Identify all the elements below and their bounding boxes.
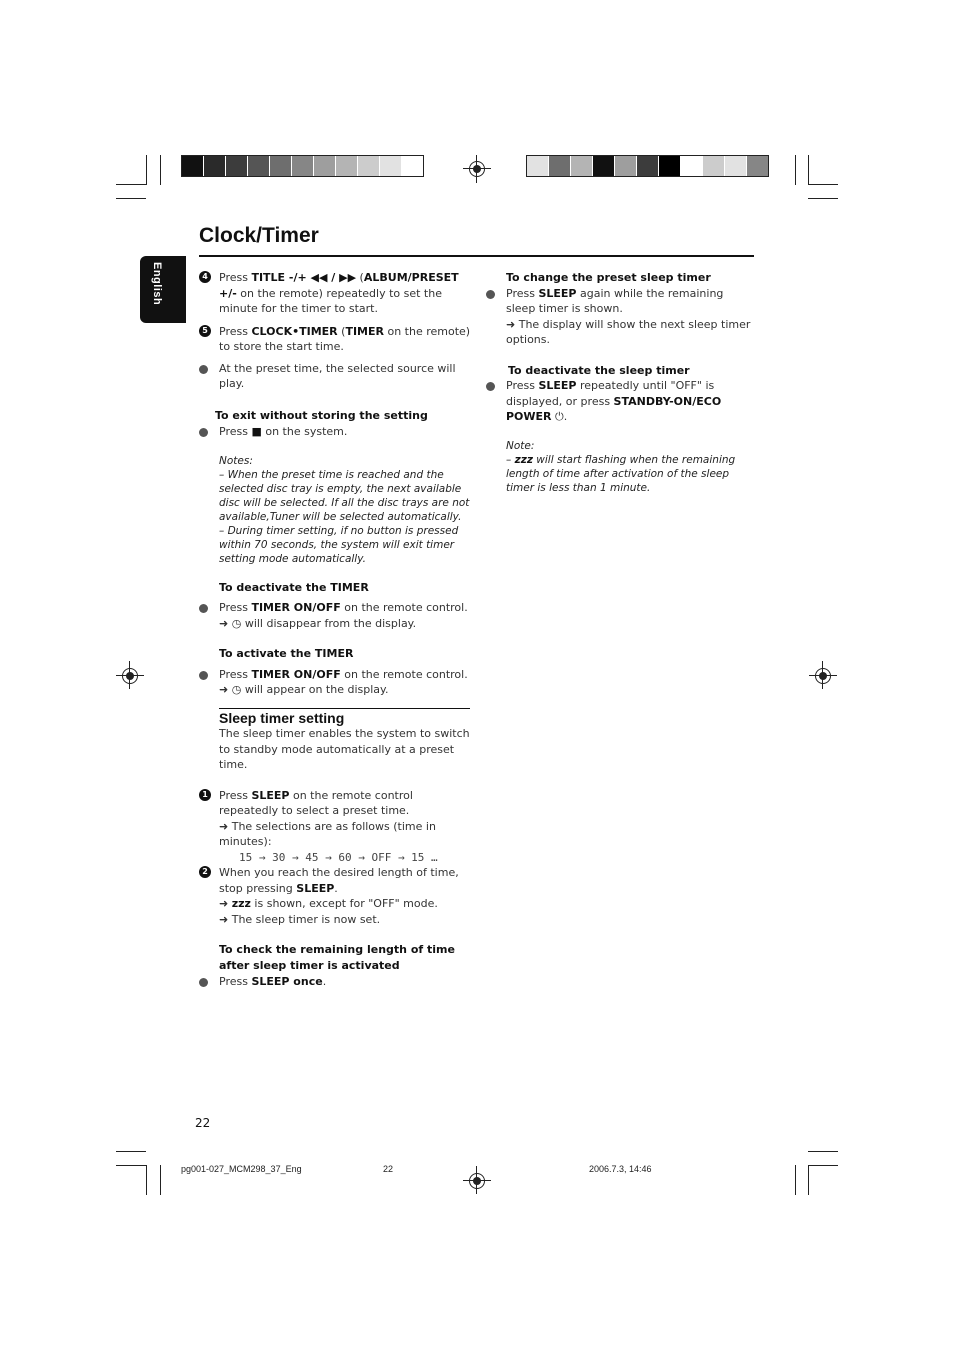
step-4: 4 Press TITLE -/+ ◀◀ / ▶▶ (ALBUM/PRESET +/- on the remote) repeatedly to set the minute for the timer to start. xyxy=(199,270,471,317)
bullet-icon xyxy=(199,604,208,613)
note: Note: – zzz will start flashing when the remaining length of time after activation of the sleep timer is less than 1 minute. xyxy=(506,439,736,494)
title-rule xyxy=(199,255,754,257)
color-swatch xyxy=(402,156,423,176)
sleep-sequence: 15 → 30 → 45 → 60 → OFF → 15 … xyxy=(239,850,438,864)
bullet-icon xyxy=(199,671,208,680)
section-subheading: To change the preset sleep timer xyxy=(506,271,711,284)
language-tab xyxy=(140,256,186,323)
color-swatch xyxy=(637,156,659,176)
color-swatch xyxy=(747,156,768,176)
color-swatch xyxy=(527,156,549,176)
list-item: Press ■ on the system. xyxy=(199,424,471,440)
arrow-icon: ➜ xyxy=(219,912,229,926)
color-swatch xyxy=(182,156,204,176)
arrow-icon: ➜ xyxy=(219,897,229,910)
color-swatch xyxy=(703,156,725,176)
sleep-zzz-icon: zzz xyxy=(514,453,533,466)
bullet-icon xyxy=(486,290,495,299)
section-intro: The sleep timer enables the system to switch to standby mode automatically at a preset time. xyxy=(219,727,470,771)
sleep-step-2: 2 When you reach the desired length of time, stop pressing SLEEP. ➜ zzz is shown, except for "OFF" mode. ➜ The sleep timer is now set. xyxy=(199,865,471,927)
color-swatch xyxy=(659,156,681,176)
list-item: Press SLEEP again while the remaining sleep timer is shown. ➜ The display will show the next sleep timer options. xyxy=(486,286,754,348)
section-subheading: To exit without storing the setting xyxy=(215,408,428,422)
color-swatch xyxy=(593,156,615,176)
sleep-zzz-icon: zzz xyxy=(231,897,251,910)
footer-file: pg001-027_MCM298_37_Eng xyxy=(181,1164,302,1174)
list-item: At the preset time, the selected source will play. xyxy=(199,361,471,392)
power-icon: ⏻ xyxy=(555,410,564,423)
color-swatch xyxy=(380,156,402,176)
arrow-icon: ➜ xyxy=(219,819,229,833)
bullet-icon xyxy=(199,365,208,374)
page-title: Clock/Timer xyxy=(199,224,319,247)
stop-icon: ■ xyxy=(251,425,262,438)
section-rule xyxy=(219,708,470,709)
sleep-step-1: 1 Press SLEEP on the remote control repeatedly to select a preset time. ➜ The selections are as follows (time in minutes): 15 → 30 → 45 → 60 → OFF → 15 … xyxy=(199,788,471,866)
color-calibration-bar-left xyxy=(181,155,424,177)
page-number: 22 xyxy=(195,1116,211,1130)
timer-clock-icon: ◷ xyxy=(231,616,242,630)
left-column xyxy=(199,270,471,990)
color-swatch xyxy=(615,156,637,176)
list-item: Press TIMER ON/OFF on the remote control. ➜ ◷ will disappear from the display. xyxy=(199,600,471,631)
bullet-icon xyxy=(199,978,208,987)
step-number: 2 xyxy=(199,866,211,878)
color-swatch xyxy=(681,156,703,176)
color-swatch xyxy=(725,156,747,176)
bullet-icon xyxy=(199,428,208,437)
arrow-icon: ➜ xyxy=(219,616,229,630)
step-number: 1 xyxy=(199,789,211,801)
color-swatch xyxy=(204,156,226,176)
section-subheading: To check the remaining length of time after sleep timer is activated xyxy=(219,943,455,972)
color-swatch xyxy=(549,156,571,176)
list-item: Press SLEEP once. xyxy=(199,974,471,990)
step-number: 4 xyxy=(199,271,211,283)
section-heading: Sleep timer setting xyxy=(219,709,345,726)
language-tab-label: English xyxy=(151,262,163,306)
color-swatch xyxy=(314,156,336,176)
color-calibration-bar-right xyxy=(526,155,769,177)
color-swatch xyxy=(336,156,358,176)
color-swatch xyxy=(226,156,248,176)
color-swatch xyxy=(571,156,593,176)
section-subheading: To deactivate the TIMER xyxy=(219,580,369,594)
list-item: Press TIMER ON/OFF on the remote control. ➜ ◷ will appear on the display. xyxy=(199,667,471,698)
notes: Notes: – When the preset time is reached and the selected disc tray is empty, the next available disc will be selected. If all the disc trays are not available,Tuner will be selected automatically. – During timer setting, if no button is pressed within 70 seconds, the system will exit timer setting mode automatically. xyxy=(219,454,470,565)
footer-page: 22 xyxy=(383,1164,394,1174)
color-swatch xyxy=(270,156,292,176)
color-swatch xyxy=(358,156,380,176)
bullet-icon xyxy=(486,382,495,391)
arrow-icon: ➜ xyxy=(219,683,229,696)
color-swatch xyxy=(292,156,314,176)
section-subheading: To deactivate the sleep timer xyxy=(508,363,690,377)
timer-clock-icon: ◷ xyxy=(231,683,242,696)
arrow-icon: ➜ xyxy=(506,317,516,331)
section-subheading: To activate the TIMER xyxy=(219,647,354,660)
step-5: 5 Press CLOCK•TIMER (TIMER on the remote) to store the start time. xyxy=(199,324,471,355)
footer-date: 2006.7.3, 14:46 xyxy=(589,1164,652,1174)
step-number: 5 xyxy=(199,325,211,337)
right-column xyxy=(486,270,754,495)
color-swatch xyxy=(248,156,270,176)
list-item: Press SLEEP repeatedly until "OFF" is displayed, or press STANDBY-ON/ECO POWER ⏻. xyxy=(486,378,754,425)
